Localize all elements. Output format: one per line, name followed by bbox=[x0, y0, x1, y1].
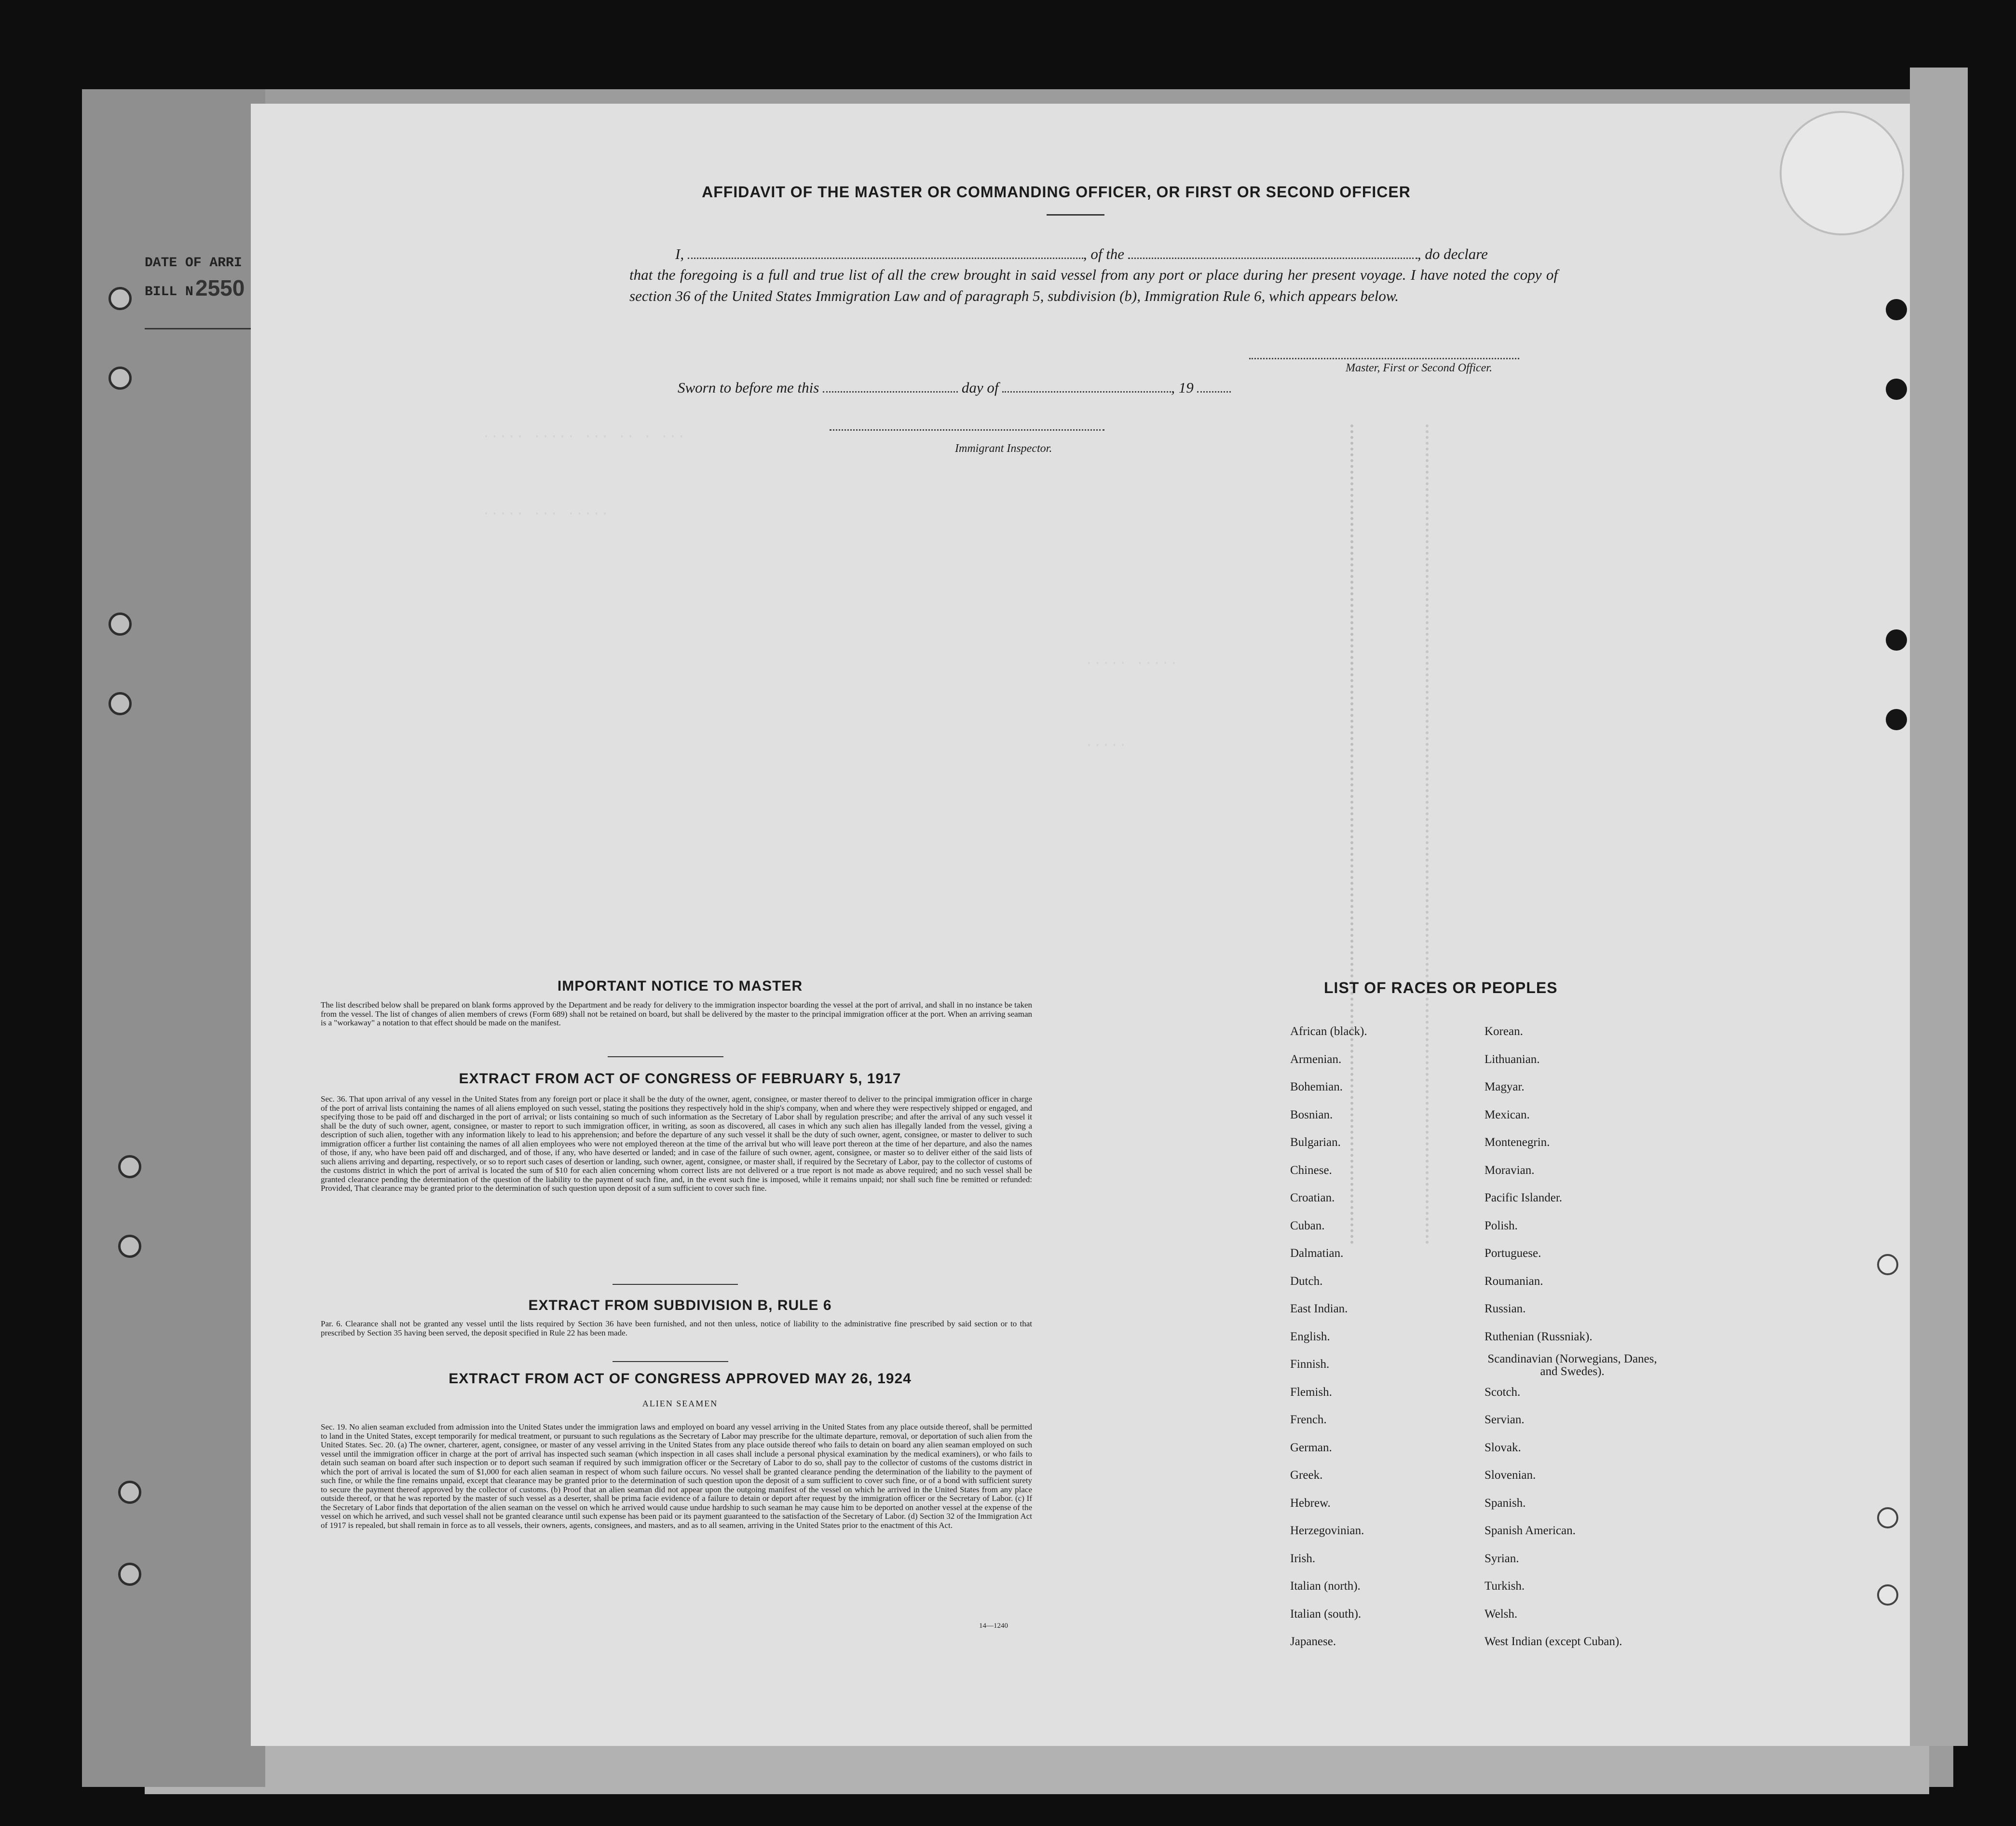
bleed-through-text: ····· ··· ····· bbox=[482, 506, 610, 521]
race-item: Scotch. bbox=[1485, 1385, 1521, 1399]
binder-hole bbox=[118, 1563, 141, 1586]
vessel-blank bbox=[1128, 258, 1417, 259]
race-item: Korean. bbox=[1485, 1025, 1523, 1038]
race-item: Scandinavian (Norwegians, Danes, and Swedes). bbox=[1487, 1352, 1657, 1378]
extract-1924-title: EXTRACT FROM ACT OF CONGRESS APPROVED MAY 26, 1924 bbox=[449, 1371, 912, 1387]
notice-title: IMPORTANT NOTICE TO MASTER bbox=[557, 978, 803, 994]
race-item: Slovak. bbox=[1485, 1441, 1521, 1454]
extract-1917-body: Sec. 36. That upon arrival of any vessel in the United States from any foreign port or place it shall be the duty of the owner, agent, consignee, or master thereof to deliver to the principal immigration officer in charge of the port of arrival lists containing the names of all aliens employed on such vessel, stating the positions they respectively hold in the ship's company, when and where they were respectively shipped or engaged, and specifying those to be paid off and discharged in the port of arrival; or lists containing so much of such information as the Secretary of Labor shall by regulation prescribe; and after the arrival of any such vessel it shall be the duty of such owner, agent, consignee, or master to report to such immigration officer, in writing, as soon as discovered, all cases in which any such alien has illegally landed from the vessel, giving a description of such alien, together with any information likely to lead to his apprehension; and before the departure of any such vessel it shall be the duty of such owner, agent, consignee, or master to deliver to such immigration officer a further list containing the names of all alien employees who were not employed thereon at the time of the arrival but who will leave port thereon at the time of her departure, and also the names of those, if any, who have been paid off and discharged, and of those, if any, who have deserted or landed; and in case of the failure of such owner, agent, consignee, or master so to deliver either of the said lists of such aliens arriving and departing, respectively, or so to report such cases of desertion or landing, such owner, agent, consignee, or master shall, if required by the Secretary of Labor, pay to the collector of customs of the customs district in which the port of arrival is located the sum of $10 for each alien concerning whom correct lists are not delivered or a true report is not made as above required; and no such vessel shall be granted clearance pending the determination of the question of the liability to the payment of such fine, and, in the event such fine is imposed, while it remains unpaid; nor shall such fine be remitted or refunded: Provided, That clearance may be granted prior to the determination of such question upon deposit of a sum sufficient to cover such fine. bbox=[321, 1095, 1032, 1193]
race-item: French. bbox=[1290, 1413, 1327, 1426]
race-item: Cuban. bbox=[1290, 1219, 1325, 1232]
binder-hole bbox=[109, 287, 132, 310]
punch-hole bbox=[1886, 299, 1907, 320]
sworn-text: Sworn to before me this bbox=[678, 379, 819, 396]
binder-hole bbox=[109, 367, 132, 390]
race-item: Magyar. bbox=[1485, 1080, 1525, 1093]
bleed-through-text: ····· bbox=[1085, 738, 1128, 752]
race-item: Herzegovinian. bbox=[1290, 1524, 1364, 1537]
race-item: Spanish. bbox=[1485, 1496, 1526, 1510]
handwritten-tick-marks bbox=[1350, 424, 1429, 1244]
race-item: German. bbox=[1290, 1441, 1332, 1454]
sworn-year-blank bbox=[1197, 391, 1231, 393]
alien-seamen-subtitle: ALIEN SEAMEN bbox=[642, 1399, 718, 1408]
folder-edge bbox=[1910, 68, 1968, 1746]
punch-hole bbox=[1886, 709, 1907, 730]
punch-ring bbox=[1877, 1254, 1898, 1275]
ledger-tab bbox=[82, 89, 265, 1787]
race-item: Montenegrin. bbox=[1485, 1136, 1550, 1149]
race-item: Turkish. bbox=[1485, 1580, 1525, 1593]
date-of-arrival-label: DATE OF ARRI bbox=[145, 256, 242, 271]
race-item: Bulgarian. bbox=[1290, 1136, 1341, 1149]
inspector-label: Immigrant Inspector. bbox=[955, 442, 1052, 455]
race-item: Finnish. bbox=[1290, 1358, 1330, 1371]
bill-number: 2550 bbox=[195, 275, 245, 300]
race-item: Irish. bbox=[1290, 1552, 1316, 1565]
race-item: Greek. bbox=[1290, 1469, 1323, 1482]
affidavit-title: AFFIDAVIT OF THE MASTER OR COMMANDING OFFICER, OR FIRST OR SECOND OFFICER bbox=[702, 183, 1411, 201]
race-item: Welsh. bbox=[1485, 1607, 1518, 1621]
binder-hole bbox=[118, 1155, 141, 1178]
day-of-text: day of bbox=[961, 379, 999, 396]
affidavit-opening bbox=[675, 244, 1488, 265]
punch-hole bbox=[1886, 629, 1907, 651]
race-item: Japanese. bbox=[1290, 1635, 1336, 1648]
race-item: Ruthenian (Russniak). bbox=[1485, 1330, 1593, 1343]
race-item: Lithuanian. bbox=[1485, 1052, 1540, 1066]
punch-ring bbox=[1877, 1584, 1898, 1606]
binder-hole bbox=[118, 1235, 141, 1258]
race-item: Pacific Islander. bbox=[1485, 1191, 1563, 1204]
title-rule bbox=[1047, 214, 1104, 216]
race-item: Dalmatian. bbox=[1290, 1247, 1344, 1260]
sworn-line bbox=[678, 377, 1231, 398]
race-item: Moravian. bbox=[1485, 1163, 1535, 1177]
section-rule bbox=[608, 1056, 723, 1057]
inspector-signature-line bbox=[830, 429, 1104, 431]
race-item: Flemish. bbox=[1290, 1385, 1332, 1399]
section-rule bbox=[613, 1284, 738, 1285]
race-item: Bohemian. bbox=[1290, 1080, 1343, 1093]
section-rule bbox=[613, 1361, 728, 1362]
binder-hole bbox=[109, 613, 132, 636]
extract-1924-body: Sec. 19. No alien seaman excluded from admission into the United States under the immigration laws and employed on board any vessel arriving in the United States from any place outside thereof, shall be permitted to land in the United States, except temporarily for medical treatment, or pursuant to such regulations as the Secretary of Labor may prescribe for the ultimate departure, removal, or deportation of such alien from the United States. Sec. 20. (a) The owner, charterer, agent, consignee, or master of any vessel arriving in the United States from any place outside thereof who fails to detain on board any alien seaman employed on such vessel until the immigration officer in charge at the port of arrival has inspected such seaman (which inspection in all cases shall include a personal physical examination by the medical examiners), or who fails to detain such seaman on board after such inspection or to deport such seaman if required by such immigration officer or the Secretary of Labor to do so, shall pay to the collector of customs of the customs district in which the port of arrival is located the sum of $1,000 for each alien seaman in respect of whom such failure occurs. No vessel shall be granted clearance pending the determination of the liability to the payment of such fine, or while the fine remains unpaid, except that clearance may be granted prior to the determination of such question upon the deposit of a sum sufficient to cover such fine, or of a bond with sufficient surety to secure the payment thereof approved by the collector of customs. (b) Proof that an alien seaman did not appear upon the outgoing manifest of the vessel on which he arrived in the United States from any place outside thereof, or that he was reported by the master of such vessel as a deserter, shall be prima facie evidence of a failure to detain or deport after request by the immigration officer or the Secretary of Labor. (c) If the Secretary of Labor finds that deportation of the alien seaman on the vessel on which he arrived would cause undue hardship to such seaman he may cause him to be deported on another vessel at the expense of the vessel on which he arrived, and such vessel shall not be granted clearance until such expense has been paid or its payment guaranteed to the satisfaction of the Secretary of Labor. (d) Section 32 of the Immigration Act of 1917 is repealed, but shall remain in force as to all vessels, their owners, agents, consignees, and masters, and as to all seamen, arriving in the United States prior to the enactment of this Act. bbox=[321, 1423, 1032, 1530]
race-item: Hebrew. bbox=[1290, 1496, 1331, 1510]
form-number: 14—1240 bbox=[979, 1622, 1008, 1630]
race-item: Russian. bbox=[1485, 1302, 1526, 1315]
race-item: Syrian. bbox=[1485, 1552, 1519, 1565]
race-item: Spanish American. bbox=[1485, 1524, 1576, 1537]
bill-number-label: BILL N bbox=[145, 285, 193, 300]
i-word: I, bbox=[675, 245, 684, 262]
race-item: East Indian. bbox=[1290, 1302, 1348, 1315]
race-item: Italian (north). bbox=[1290, 1580, 1361, 1593]
race-item: Armenian. bbox=[1290, 1052, 1342, 1066]
race-item: Italian (south). bbox=[1290, 1607, 1362, 1621]
race-item: English. bbox=[1290, 1330, 1330, 1343]
race-item: African (black). bbox=[1290, 1025, 1367, 1038]
seal-stamp bbox=[1780, 111, 1904, 235]
punch-hole bbox=[1886, 379, 1907, 400]
race-item: Slovenian. bbox=[1485, 1469, 1536, 1482]
notice-body: The list described below shall be prepared on blank forms approved by the Department and be ready for delivery to the immigration inspector boarding the vessel at the port of arrival, and shall in no instance be taken from the vessel. The list of changes of alien members of crews (Form 689) shall not be retained on board, but shall be delivered by the master to the principal immigration officer at the port. When an arriving seaman is a "workaway" a notation to that effect should be made on the manifest. bbox=[321, 1001, 1032, 1027]
master-signature-label: Master, First or Second Officer. bbox=[1346, 362, 1492, 374]
affidavit-body: that the foregoing is a full and true list of all the crew brought in said vessel from any port or place during her present voyage. I have noted the copy of section 36 of the United States Immigration Law and of paragraph 5, subdivision (b), Immigration Rule 6, which appears below. bbox=[629, 266, 1558, 304]
name-blank bbox=[688, 258, 1083, 259]
race-item: Roumanian. bbox=[1485, 1274, 1543, 1288]
race-item: Bosnian. bbox=[1290, 1108, 1333, 1121]
binder-hole bbox=[109, 692, 132, 715]
race-item: Croatian. bbox=[1290, 1191, 1335, 1204]
race-item: West Indian (except Cuban). bbox=[1485, 1635, 1622, 1648]
sworn-day-blank bbox=[823, 391, 958, 393]
races-title: LIST OF RACES OR PEOPLES bbox=[1324, 979, 1558, 996]
rule-6-title: EXTRACT FROM SUBDIVISION B, RULE 6 bbox=[528, 1297, 832, 1313]
tab-rule bbox=[145, 328, 260, 329]
race-item: Polish. bbox=[1485, 1219, 1518, 1232]
race-item: Portuguese. bbox=[1485, 1247, 1541, 1260]
race-item: Servian. bbox=[1485, 1413, 1525, 1426]
race-item: Dutch. bbox=[1290, 1274, 1323, 1288]
race-item: Chinese. bbox=[1290, 1163, 1332, 1177]
binder-hole bbox=[118, 1481, 141, 1504]
bleed-through-text: ····· ····· bbox=[1085, 656, 1179, 670]
year-text: , 19 bbox=[1171, 379, 1194, 396]
master-signature-line bbox=[1249, 358, 1519, 359]
race-item: Mexican. bbox=[1485, 1108, 1530, 1121]
bleed-through-text: ····· ····· ··· ·· · ··· bbox=[482, 429, 686, 444]
rule-6-body: Par. 6. Clearance shall not be granted any vessel until the lists required by Section 36 have been furnished, and not then unless, notice of liability to the administrative fine prescribed by said section or to that prescribed by Section 35 having been served, the deposit specified in Rule 22 has been made. bbox=[321, 1320, 1032, 1337]
sworn-month-blank bbox=[1002, 391, 1171, 393]
of-the-text: , of the bbox=[1083, 245, 1125, 262]
extract-1917-title: EXTRACT FROM ACT OF CONGRESS OF FEBRUARY 5, 1917 bbox=[459, 1071, 901, 1087]
do-declare-text: , do declare bbox=[1417, 245, 1488, 262]
punch-ring bbox=[1877, 1507, 1898, 1528]
